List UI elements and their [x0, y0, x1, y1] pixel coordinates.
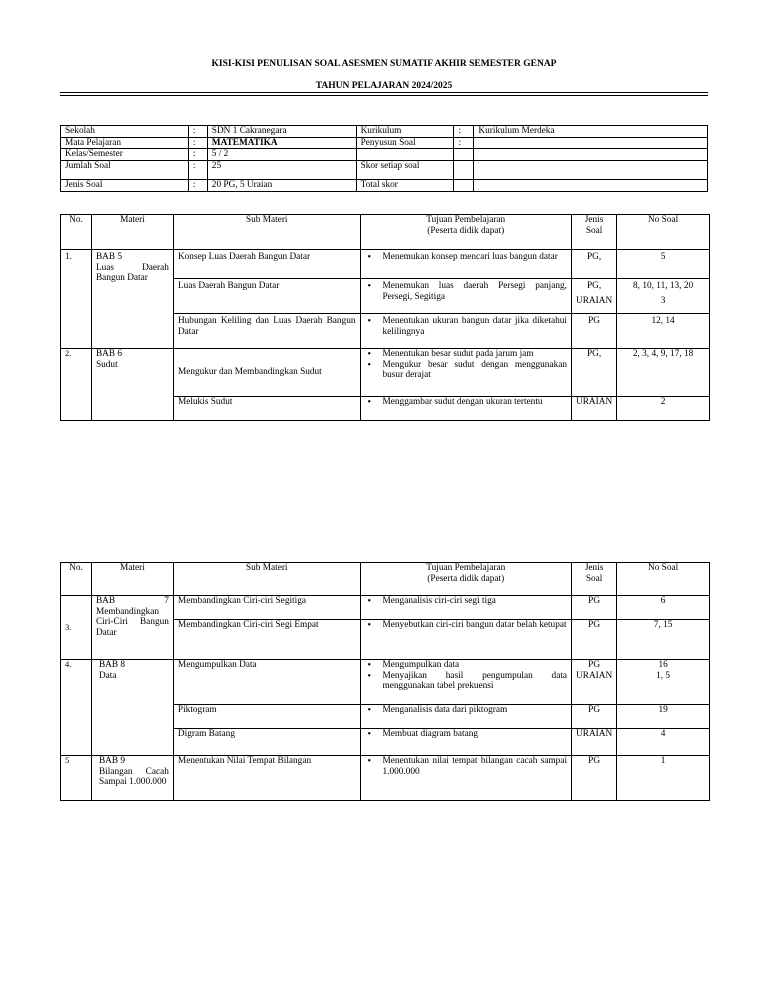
row-sub-materi: Menentukan Nilai Tempat Bilangan: [173, 756, 360, 801]
header-tujuan-line2: (Peserta didik dapat): [427, 573, 505, 584]
row-sub-materi: Membandingkan Ciri-ciri Segi Empat: [173, 620, 360, 660]
info-label: Jumlah Soal: [61, 161, 189, 180]
row-tujuan: [360, 397, 572, 421]
no-soal-line: 8, 10, 11, 13, 20: [633, 281, 694, 291]
info-empty: [454, 161, 474, 180]
row-materi: [91, 250, 173, 349]
tujuan-item: • Menganalisis ciri-ciri segi tiga: [365, 596, 568, 607]
info-value: Kurikulum Merdeka: [474, 126, 708, 138]
row-jenis: PG: [572, 756, 617, 801]
row-sub-materi: Melukis Sudut: [173, 397, 360, 421]
info-empty: [474, 149, 708, 161]
header-tujuan-line1: Tujuan Pembelajaran: [426, 563, 506, 573]
info-row-sekolah: [61, 126, 708, 138]
info-value: 20 PG, 5 Uraian: [207, 180, 356, 192]
row-materi: BAB 7 Membandingkan Ciri-Ciri Bangun Datar: [91, 596, 173, 660]
table-row: [61, 596, 710, 620]
info-label: Skor setiap soal: [356, 161, 454, 180]
row-no-soal: 5: [617, 250, 710, 279]
info-value: 25: [207, 161, 356, 180]
row-tujuan: [360, 314, 572, 349]
tujuan-item: • Menentukan nilai tempat bilangan cacah sampai 1.000.000: [365, 756, 568, 777]
row-sub-materi: Mengumpulkan Data: [173, 660, 360, 705]
row-no-soal: 2: [617, 397, 710, 421]
row-sub-materi: Membandingkan Ciri-ciri Segitiga: [173, 596, 360, 620]
header-jenis: [572, 563, 617, 596]
row-materi: [91, 349, 173, 421]
info-label: Total skor: [356, 180, 454, 192]
info-value: [474, 137, 708, 149]
info-colon: :: [188, 161, 207, 180]
jenis-line: PG: [588, 660, 601, 670]
jenis-line: PG,: [586, 281, 602, 291]
info-label: Sekolah: [61, 126, 189, 138]
table-header-row: [61, 215, 710, 250]
header-jenis-line2: Soal: [585, 573, 603, 584]
header-jenis-line1: Jenis: [584, 563, 604, 573]
info-colon: :: [454, 137, 474, 149]
title-rule-bottom: [60, 95, 708, 96]
info-label: Kelas/Semester: [61, 149, 189, 161]
title-rule-top: [60, 92, 708, 93]
row-no: 2.: [61, 349, 92, 421]
materi-line: BAB 5: [95, 252, 123, 262]
header-tujuan: [360, 215, 572, 250]
header-sub-materi: Sub Materi: [173, 215, 360, 250]
header-jenis-line1: Jenis: [584, 215, 604, 225]
no-soal-line: 16: [658, 660, 668, 670]
info-label: Kurikulum: [356, 126, 454, 138]
info-value: [474, 180, 708, 192]
row-tujuan: [360, 729, 572, 756]
info-row-jenis: [61, 180, 708, 192]
jenis-line: URAIAN: [576, 670, 613, 681]
header-no: No.: [61, 563, 92, 596]
row-jenis: PG,: [572, 250, 617, 279]
row-tujuan: [360, 250, 572, 279]
materi-line: Bilangan Cacah Sampai 1.000.000: [98, 766, 169, 788]
row-jenis: PG: [572, 314, 617, 349]
row-sub-materi: Piktogram: [173, 705, 360, 729]
row-tujuan: [360, 705, 572, 729]
materi-line: Bangun Datar: [95, 273, 148, 284]
row-jenis: PG,: [572, 349, 617, 397]
tujuan-item: • Membuat diagram batang: [365, 729, 568, 740]
row-jenis: PG: [572, 705, 617, 729]
row-no: 5: [61, 756, 92, 801]
info-empty: [454, 149, 474, 161]
row-no-soal: [617, 279, 710, 314]
header-no: No.: [61, 215, 92, 250]
row-sub-materi: Digram Batang: [173, 729, 360, 756]
info-value: 5 / 2: [207, 149, 356, 161]
info-row-jumlah: [61, 161, 708, 180]
header-no-soal: No Soal: [617, 215, 710, 250]
info-colon: :: [188, 126, 207, 138]
document-title: KISI-KISI PENULISAN SOAL ASESMEN SUMATIF AKHIR SEMESTER GENAP: [211, 59, 557, 69]
row-no-soal: 4: [617, 729, 710, 756]
header-no-soal: No Soal: [617, 563, 710, 596]
row-tujuan: [360, 620, 572, 660]
info-label: Penyusun Soal: [356, 137, 454, 149]
header-materi: Materi: [91, 563, 173, 596]
row-sub-materi: Hubungan Keliling dan Luas Daerah Bangun Datar: [173, 314, 360, 349]
tujuan-item: • Mengukur besar sudut dengan menggunakan busur derajat: [365, 360, 568, 381]
row-tujuan: [360, 279, 572, 314]
info-value: MATEMATIKA: [207, 137, 356, 149]
info-table: [60, 125, 708, 192]
tujuan-item: • Menyebutkan ciri-ciri bangun datar belah ketupat: [365, 620, 568, 631]
row-jenis: [572, 660, 617, 705]
tujuan-item: • Menentukan ukuran bangun datar jika diketahui kelilingnya: [365, 316, 568, 337]
row-no: 4.: [61, 660, 92, 756]
row-jenis: PG: [572, 620, 617, 660]
row-jenis: PG: [572, 596, 617, 620]
table-row: [61, 250, 710, 279]
kisi-table-1: [60, 214, 710, 421]
row-sub-materi: Luas Daerah Bangun Datar: [173, 279, 360, 314]
header-materi: Materi: [91, 215, 173, 250]
info-row-kelas: [61, 149, 708, 161]
info-empty: [356, 149, 454, 161]
info-colon: :: [454, 126, 474, 138]
document-subtitle: TAHUN PELAJARAN 2024/2025: [315, 81, 453, 91]
row-tujuan: [360, 756, 572, 801]
tujuan-item: • Menggambar sudut dengan ukuran tertentu: [365, 397, 568, 408]
row-jenis: URAIAN: [572, 397, 617, 421]
info-colon: :: [188, 137, 207, 149]
info-label: Jenis Soal: [61, 180, 189, 192]
row-no-soal: 19: [617, 705, 710, 729]
row-tujuan: [360, 596, 572, 620]
materi-line: Data: [98, 670, 117, 681]
row-materi: [91, 756, 173, 801]
materi-line: BAB 9: [98, 756, 126, 766]
info-empty: [454, 180, 474, 192]
row-tujuan: [360, 660, 572, 705]
info-colon: :: [188, 149, 207, 161]
row-no-soal: 2, 3, 4, 9, 17, 18: [617, 349, 710, 397]
tujuan-item: • Menemukan luas daerah Persegi panjang, Persegi, Segitiga: [365, 281, 568, 302]
materi-line: Sudut: [95, 359, 118, 370]
no-soal-line: 1, 5: [656, 670, 671, 681]
header-jenis: [572, 215, 617, 250]
info-value: SDN 1 Cakranegara: [207, 126, 356, 138]
kisi-table-2: [60, 562, 710, 801]
row-no: 3.: [61, 596, 92, 660]
row-no-soal: 7, 15: [617, 620, 710, 660]
info-colon: :: [188, 180, 207, 192]
row-jenis: [572, 279, 617, 314]
row-no-soal: 12, 14: [617, 314, 710, 349]
row-sub-materi: Konsep Luas Daerah Bangun Datar: [173, 250, 360, 279]
no-soal-line: 3: [660, 295, 666, 306]
header-tujuan-line1: Tujuan Pembelajaran: [426, 215, 506, 225]
tujuan-item: • Menganalisis data dari piktogram: [365, 705, 568, 716]
table-row: [61, 756, 710, 801]
materi-line: BAB 6: [95, 349, 123, 359]
info-row-mapel: [61, 137, 708, 149]
table-header-row: [61, 563, 710, 596]
header-tujuan-line2: (Peserta didik dapat): [427, 225, 505, 236]
row-no: 1.: [61, 250, 92, 349]
header-sub-materi: Sub Materi: [173, 563, 360, 596]
info-label: Mata Pelajaran: [61, 137, 189, 149]
row-no-soal: 6: [617, 596, 710, 620]
info-value: [474, 161, 708, 180]
tujuan-item: • Mengumpulkan data: [365, 660, 568, 671]
row-no-soal: [617, 660, 710, 705]
row-jenis: URAIAN: [572, 729, 617, 756]
tujuan-item: • Menyajikan hasil pengumpulan data menggunakan tabel prekuensi: [365, 671, 568, 692]
tujuan-item: • Menemukan konsep mencari luas bangun datar: [365, 252, 568, 263]
table-row: [61, 349, 710, 397]
row-no-soal: 1: [617, 756, 710, 801]
jenis-line: URAIAN: [576, 295, 613, 306]
header-tujuan: [360, 563, 572, 596]
header-jenis-line2: Soal: [585, 225, 603, 236]
row-tujuan: [360, 349, 572, 397]
materi-line: BAB 8: [98, 660, 126, 670]
materi-line: Luas Daerah: [95, 262, 169, 273]
table-row: [61, 660, 710, 705]
row-materi: [91, 660, 173, 756]
row-sub-materi: Mengukur dan Membandingkan Sudut: [173, 349, 360, 397]
tujuan-item: • Menentukan besar sudut pada jarum jam: [365, 349, 568, 360]
